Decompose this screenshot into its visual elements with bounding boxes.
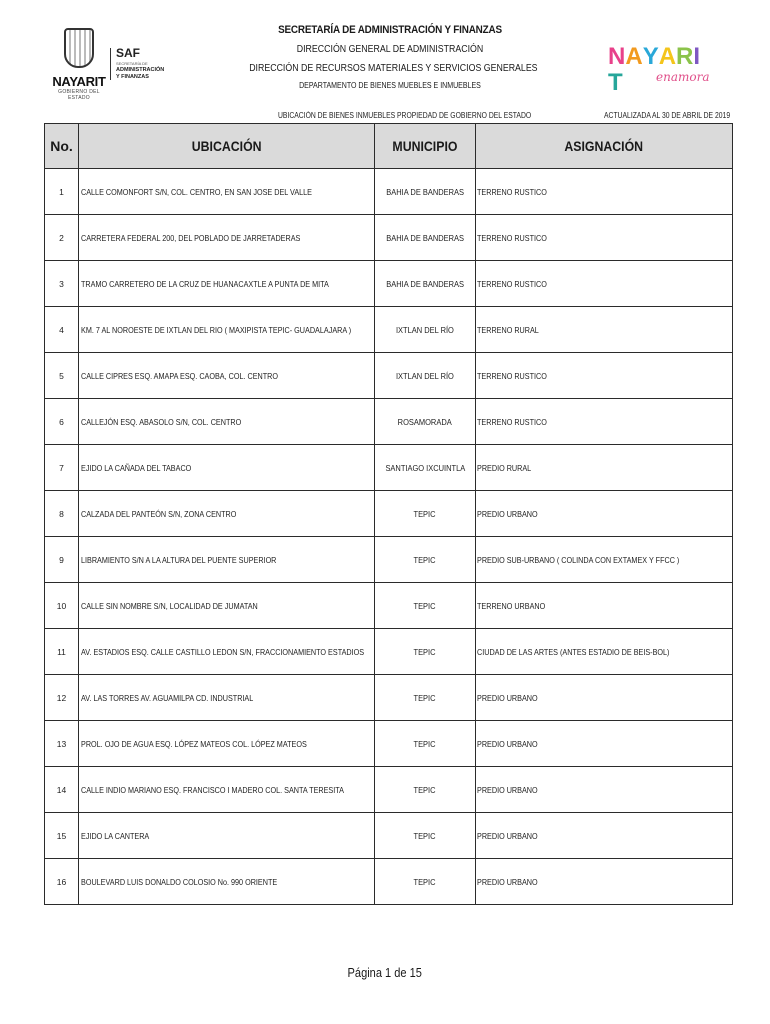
page-footer — [0, 965, 770, 980]
cell-ubicacion: TRAMO CARRETERO DE LA CRUZ DE HUANACAXTLE A PUNTA DE MITA — [79, 261, 375, 307]
cell-municipio: TEPIC — [375, 813, 476, 859]
cell-ubicacion: EJIDO LA CAÑADA DEL TABACO — [79, 445, 375, 491]
cell-ubicacion: LIBRAMIENTO S/N A LA ALTURA DEL PUENTE SUPERIOR — [79, 537, 375, 583]
table-row — [45, 215, 733, 261]
cell-municipio: TEPIC — [375, 767, 476, 813]
cell-municipio: IXTLAN DEL RÍO — [375, 353, 476, 399]
cell-asignacion: PREDIO URBANO — [476, 859, 733, 905]
cell-municipio: BAHIA DE BANDERAS — [375, 169, 476, 215]
document-scope-label: UBICACIÓN DE BIENES INMUEBLES PROPIEDAD DE GOBIERNO DEL ESTADO — [278, 111, 532, 120]
document-header — [0, 0, 770, 125]
cell-ubicacion: CALLEJÓN ESQ. ABASOLO S/N, COL. CENTRO — [79, 399, 375, 445]
header-titles — [230, 24, 550, 90]
table-row — [45, 491, 733, 537]
cell-municipio: TEPIC — [375, 721, 476, 767]
document-subtitle-1: DIRECCIÓN GENERAL DE ADMINISTRACIÓN — [296, 44, 484, 55]
cell-municipio: SANTIAGO IXCUINTLA — [375, 445, 476, 491]
cell-ubicacion: PROL. OJO DE AGUA ESQ. LÓPEZ MATEOS COL. LÓPEZ MATEOS — [79, 721, 375, 767]
cell-no: 7 — [45, 445, 79, 491]
cell-no: 1 — [45, 169, 79, 215]
cell-asignacion: CIUDAD DE LAS ARTES (ANTES ESTADIO DE BEIS-BOL) — [476, 629, 733, 675]
cell-ubicacion: CALZADA DEL PANTEÓN S/N, ZONA CENTRO — [79, 491, 375, 537]
cell-municipio: TEPIC — [375, 859, 476, 905]
cell-no: 14 — [45, 767, 79, 813]
nayarit-enamora-logo — [608, 43, 710, 96]
cell-asignacion: PREDIO URBANO — [476, 675, 733, 721]
cell-asignacion: PREDIO URBANO — [476, 721, 733, 767]
cell-no: 11 — [45, 629, 79, 675]
table-row — [45, 307, 733, 353]
cell-ubicacion: CARRETERA FEDERAL 200, DEL POBLADO DE JARRETADERAS — [79, 215, 375, 261]
cell-ubicacion: EJIDO LA CANTERA — [79, 813, 375, 859]
cell-no: 15 — [45, 813, 79, 859]
cell-asignacion: TERRENO RUSTICO — [476, 215, 733, 261]
column-header-asignacion: ASIGNACIÓN — [476, 124, 733, 169]
table-row — [45, 261, 733, 307]
table-row — [45, 767, 733, 813]
cell-municipio: TEPIC — [375, 583, 476, 629]
column-header-municipio: MUNICIPIO — [375, 124, 476, 169]
table-row — [45, 675, 733, 721]
cell-no: 2 — [45, 215, 79, 261]
cell-asignacion: TERRENO RUSTICO — [476, 353, 733, 399]
table-row — [45, 583, 733, 629]
page-number: Página 1 de 15 — [347, 965, 423, 980]
table-header-row — [45, 124, 733, 169]
table-row — [45, 537, 733, 583]
cell-municipio: TEPIC — [375, 491, 476, 537]
table-row — [45, 813, 733, 859]
table-row — [45, 445, 733, 491]
cell-no: 8 — [45, 491, 79, 537]
cell-no: 12 — [45, 675, 79, 721]
cell-municipio: BAHIA DE BANDERAS — [375, 261, 476, 307]
cell-asignacion: PREDIO URBANO — [476, 767, 733, 813]
column-header-ubicacion: UBICACIÓN — [79, 124, 375, 169]
cell-no: 3 — [45, 261, 79, 307]
cell-asignacion: PREDIO URBANO — [476, 491, 733, 537]
properties-table — [44, 123, 733, 905]
cell-asignacion: TERRENO RUSTICO — [476, 399, 733, 445]
saf-logo-line1: ADMINISTRACIÓN — [116, 67, 165, 73]
cell-asignacion: PREDIO RURAL — [476, 445, 733, 491]
saf-divider — [110, 48, 111, 80]
update-date-label: ACTUALIZADA AL 30 DE ABRIL DE 2019 — [604, 111, 731, 120]
cell-ubicacion: KM. 7 AL NOROESTE DE IXTLAN DEL RIO ( MAXIPISTA TEPIC- GUADALAJARA ) — [79, 307, 375, 353]
cell-no: 6 — [45, 399, 79, 445]
cell-no: 13 — [45, 721, 79, 767]
saf-logo — [110, 46, 170, 86]
table-row — [45, 859, 733, 905]
cell-no: 5 — [45, 353, 79, 399]
brand-logo-name: NAYARIT — [608, 43, 701, 96]
cell-no: 4 — [45, 307, 79, 353]
cell-ubicacion: AV. ESTADIOS ESQ. CALLE CASTILLO LEDON S/N, FRACCIONAMIENTO ESTADIOS — [79, 629, 375, 675]
document-title: SECRETARÍA DE ADMINISTRACIÓN Y FINANZAS — [278, 24, 502, 36]
cell-ubicacion: CALLE CIPRES ESQ. AMAPA ESQ. CAOBA, COL. CENTRO — [79, 353, 375, 399]
gov-logo-name: NAYARIT — [52, 74, 106, 89]
cell-no: 16 — [45, 859, 79, 905]
cell-ubicacion: BOULEVARD LUIS DONALDO COLOSIO No. 990 ORIENTE — [79, 859, 375, 905]
cell-asignacion: PREDIO SUB-URBANO ( COLINDA CON EXTAMEX Y FFCC ) — [476, 537, 733, 583]
cell-ubicacion: AV. LAS TORRES AV. AGUAMILPA CD. INDUSTRIAL — [79, 675, 375, 721]
table-row — [45, 721, 733, 767]
gov-logo-subtitle: GOBIERNO DEL ESTADO — [58, 89, 100, 101]
cell-municipio: IXTLAN DEL RÍO — [375, 307, 476, 353]
cell-municipio: TEPIC — [375, 675, 476, 721]
cell-asignacion: TERRENO RUSTICO — [476, 169, 733, 215]
table-row — [45, 169, 733, 215]
table-row — [45, 629, 733, 675]
cell-ubicacion: CALLE COMONFORT S/N, COL. CENTRO, EN SAN JOSE DEL VALLE — [79, 169, 375, 215]
cell-asignacion: TERRENO RURAL — [476, 307, 733, 353]
coat-of-arms-icon — [64, 28, 94, 68]
saf-logo-line2: Y FINANZAS — [116, 74, 149, 80]
saf-logo-title: SAF — [116, 46, 140, 60]
nayarit-government-logo — [50, 28, 108, 100]
cell-asignacion: PREDIO URBANO — [476, 813, 733, 859]
document-subtitle-3: DEPARTAMENTO DE BIENES MUEBLES E INMUEBLES — [299, 81, 481, 90]
saf-logo-small: SECRETARÍA DE — [116, 61, 148, 66]
column-header-no: No. — [45, 124, 79, 169]
table-row — [45, 399, 733, 445]
document-subtitle-2: DIRECCIÓN DE RECURSOS MATERIALES Y SERVICIOS GENERALES — [249, 63, 538, 74]
cell-no: 9 — [45, 537, 79, 583]
table-row — [45, 353, 733, 399]
cell-no: 10 — [45, 583, 79, 629]
cell-asignacion: TERRENO RUSTICO — [476, 261, 733, 307]
cell-municipio: ROSAMORADA — [375, 399, 476, 445]
cell-asignacion: TERRENO URBANO — [476, 583, 733, 629]
cell-municipio: BAHIA DE BANDERAS — [375, 215, 476, 261]
brand-logo-tagline: enamora — [656, 70, 710, 84]
cell-municipio: TEPIC — [375, 629, 476, 675]
cell-ubicacion: CALLE INDIO MARIANO ESQ. FRANCISCO I MADERO COL. SANTA TERESITA — [79, 767, 375, 813]
cell-ubicacion: CALLE SIN NOMBRE S/N, LOCALIDAD DE JUMATAN — [79, 583, 375, 629]
cell-municipio: TEPIC — [375, 537, 476, 583]
